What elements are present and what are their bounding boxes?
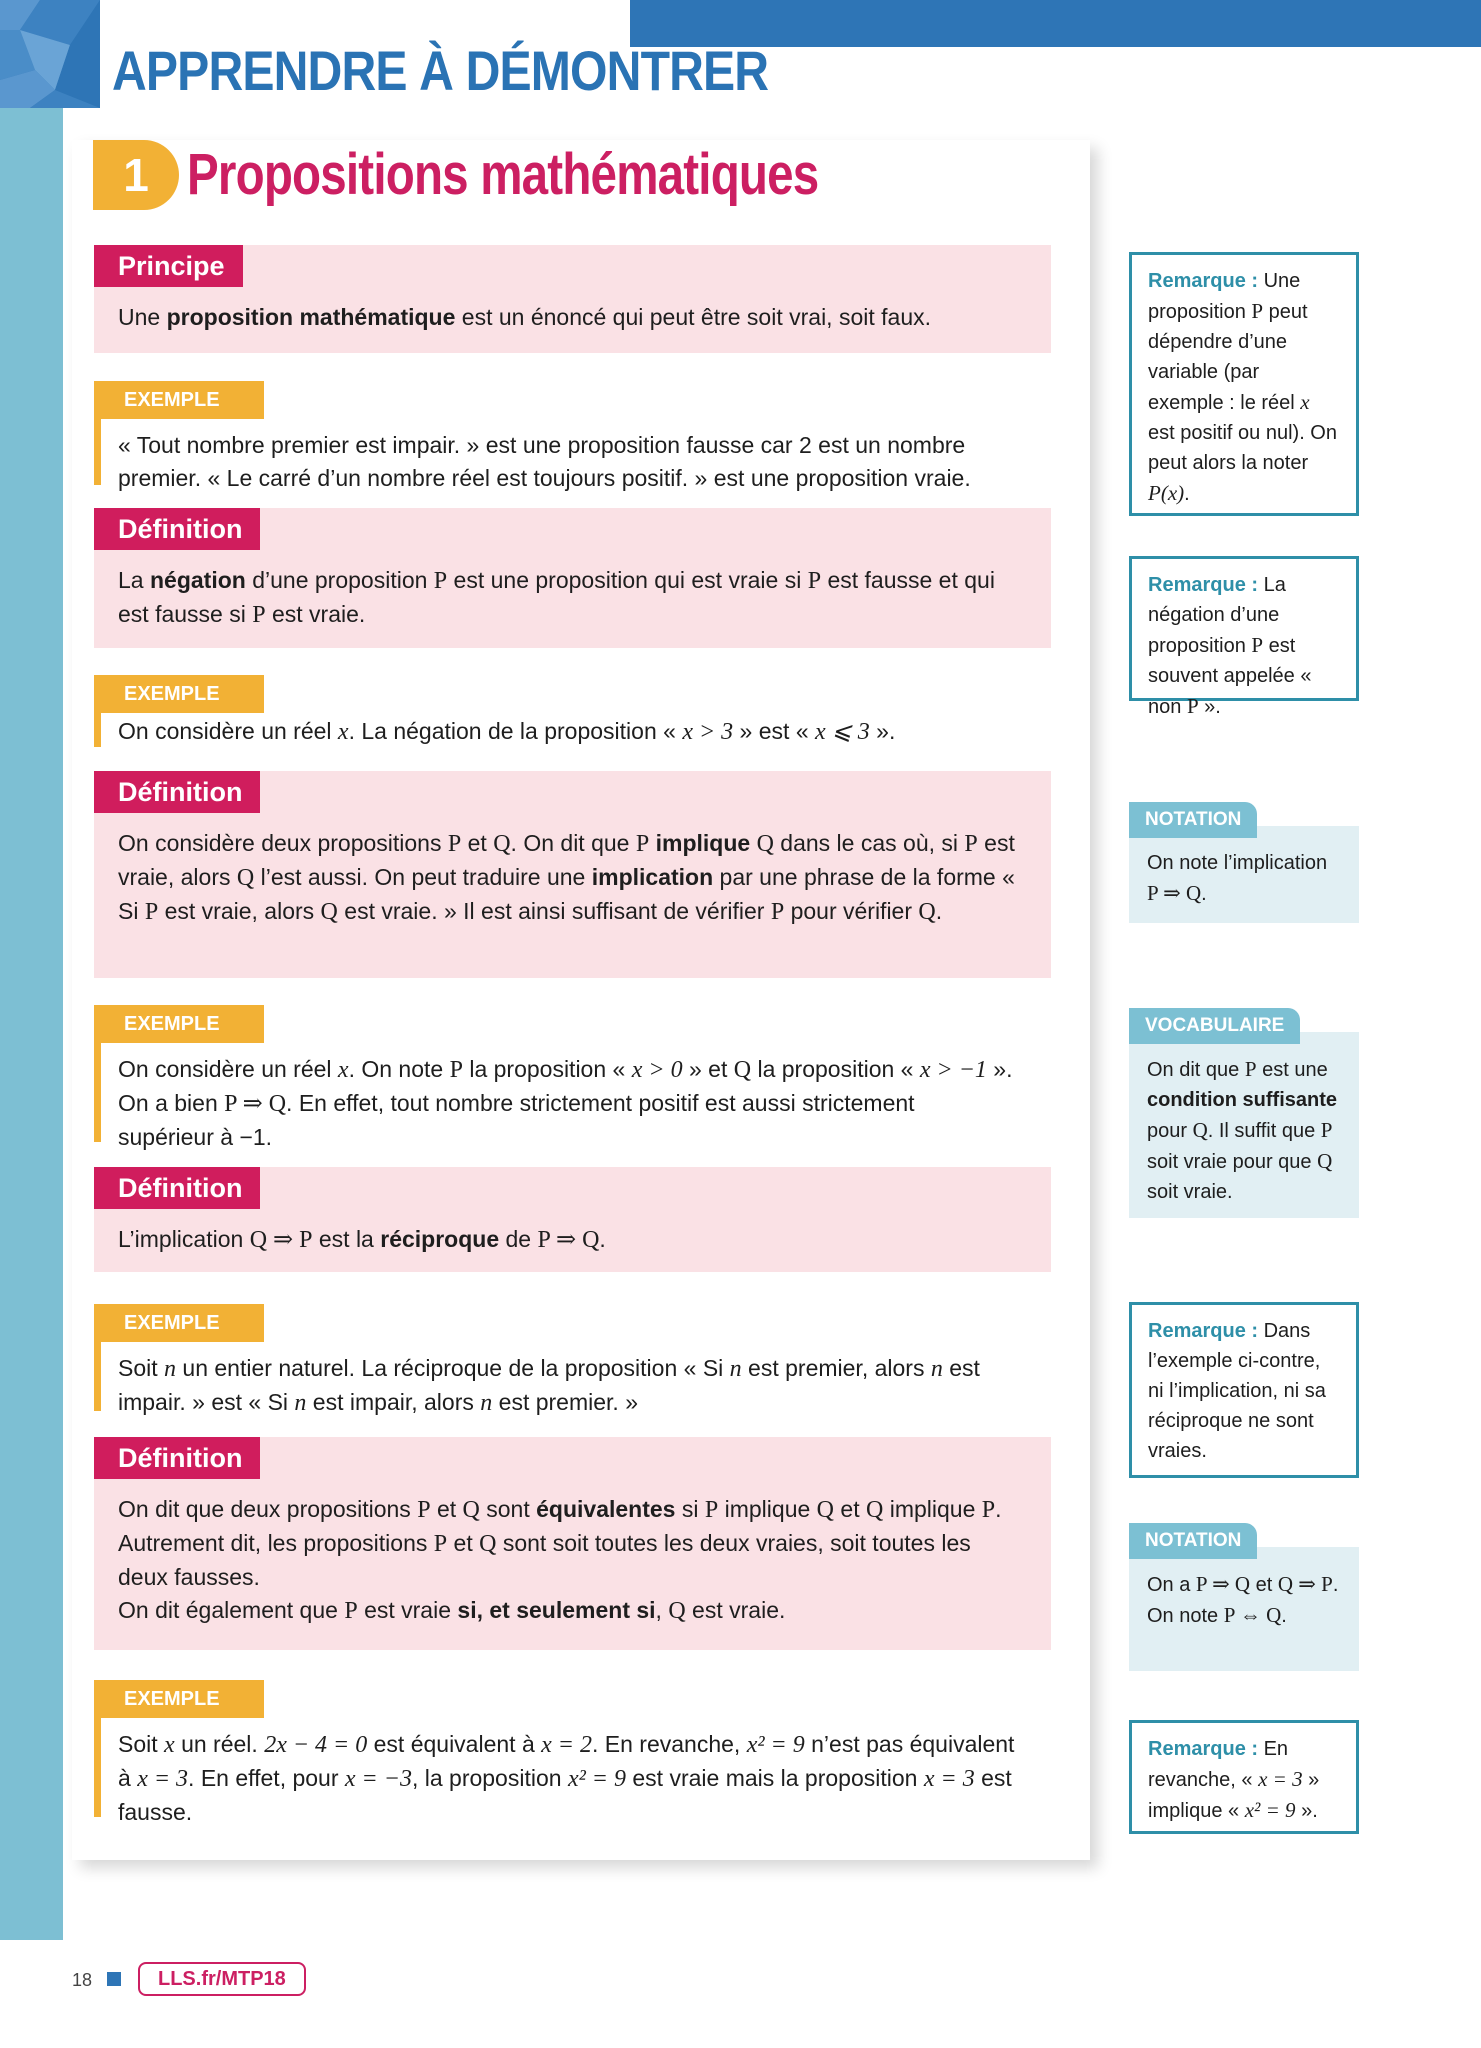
- example-block: [94, 1304, 1051, 1416]
- remark-label: Remarque :: [1148, 1738, 1259, 1760]
- definition-tag: Définition: [94, 508, 260, 550]
- corner-decoration: [0, 0, 100, 108]
- left-color-strip: [0, 100, 63, 1940]
- definition-reciproque: [94, 1167, 1051, 1272]
- remark-label: Remarque :: [1148, 270, 1259, 292]
- principe-text: Une proposition mathématique est un énoncé qui peut être soit vrai, soit faux.: [118, 304, 932, 330]
- example-tag: EXEMPLE: [94, 1680, 264, 1718]
- definition-tag: Définition: [94, 1437, 260, 1479]
- example-text: Soit n un entier naturel. La réciproque de la proposition « Si n est premier, alors n est impair. » est « Si n est impair, alors n est premier. »: [118, 1355, 980, 1416]
- example-tag: EXEMPLE: [94, 381, 264, 419]
- principe-tag: Principe: [94, 245, 243, 287]
- page-number: 18: [72, 1970, 93, 1990]
- remark-box: Remarque : En revanche, « x = 3 » implique « x² = 9 ».: [1129, 1720, 1359, 1834]
- definition-negation: [94, 508, 1051, 648]
- remark-label: Remarque :: [1148, 574, 1259, 596]
- remark-label: Remarque :: [1148, 1320, 1259, 1342]
- section-title: Propositions mathématiques: [187, 142, 819, 207]
- example-text: On considère un réel x. On note P la proposition « x > 0 » et Q la proposition « x > −1 ». On a bien P ⇒ Q. En effet, tout nombre strictement positif est aussi strictement supérieur à −1.: [118, 1056, 1013, 1150]
- definition-text: La négation d’une proposition P est une proposition qui est vraie si P est fausse et qui est fausse si P est vraie.: [118, 567, 995, 628]
- remark-box: Remarque : Dans l’exemple ci-contre, ni l’implication, ni sa réciproque ne sont vraies.: [1129, 1302, 1359, 1478]
- vocabulary-box: VOCABULAIRE On dit que P est une condition suffisante pour Q. Il suffit que P soit vraie pour que Q soit vraie.: [1129, 1032, 1359, 1218]
- example-text: Soit x un réel. 2x − 4 = 0 est équivalent à x = 2. En revanche, x² = 9 n’est pas équivalent à x = 3. En effet, pour x = −3, la proposition x² = 9 est vraie mais la proposition x = 3 est fausse.: [118, 1731, 1015, 1825]
- remark-box: Remarque : La négation d’une proposition P est souvent appelée « non P ».: [1129, 556, 1359, 701]
- example-text: « Tout nombre premier est impair. » est une proposition fausse car 2 est un nombre premier. « Le carré d’un nombre réel est toujours positif. » est une proposition vraie.: [118, 432, 971, 491]
- notation-tag: NOTATION: [1129, 1523, 1257, 1559]
- vocabulary-tag: VOCABULAIRE: [1129, 1008, 1300, 1044]
- example-tag: EXEMPLE: [94, 675, 264, 713]
- footer-link[interactable]: LLS.fr/MTP18: [138, 1962, 306, 1996]
- definition-equivalence: [94, 1437, 1051, 1650]
- example-tag: EXEMPLE: [94, 1304, 264, 1342]
- definition-tag: Définition: [94, 1167, 260, 1209]
- definition-text: On dit que deux propositions P et Q sont équivalentes si P implique Q et Q implique P. Autrement dit, les propositions P et Q sont soit toutes les deux vraies, soit toutes les deux fausses. On dit également que P est vraie si, et seulement si, Q est vraie.: [118, 1496, 1002, 1624]
- example-text: On considère un réel x. La négation de la proposition « x > 3 » est « x ⩽ 3 ».: [118, 718, 896, 745]
- principe-block: [94, 245, 1051, 353]
- example-block: [94, 381, 1051, 491]
- definition-text: L’implication Q ⇒ P est la réciproque de P ⇒ Q.: [118, 1226, 606, 1253]
- example-tag: EXEMPLE: [94, 1005, 264, 1043]
- notation-box: NOTATION On note l’implication P ⇒ Q.: [1129, 826, 1359, 923]
- notation-tag: NOTATION: [1129, 802, 1257, 838]
- example-block: [94, 1005, 1051, 1150]
- example-block: [94, 1680, 1051, 1825]
- definition-tag: Définition: [94, 771, 260, 813]
- definition-text: On considère deux propositions P et Q. On dit que P implique Q dans le cas où, si P est vraie, alors Q l’est aussi. On peut traduire une implication par une phrase de la forme « Si P est vraie, alors Q est vraie. » Il est ainsi suffisant de vérifier P pour vérifier Q.: [118, 830, 1015, 925]
- remark-box: Remarque : Une proposition P peut dépendre d’une variable (par exemple : le réel x est positif ou nul). On peut alors la noter P(x).: [1129, 252, 1359, 516]
- section-number: 1: [93, 140, 179, 210]
- example-block: [94, 675, 1051, 747]
- page-header-title: APPRENDRE À DÉMONTRER: [112, 39, 769, 102]
- definition-implication: [94, 771, 1051, 978]
- notation-box: NOTATION On a P ⇒ Q et Q ⇒ P. On note P ⇔ Q.: [1129, 1547, 1359, 1671]
- footer-square-icon: [107, 1972, 121, 1986]
